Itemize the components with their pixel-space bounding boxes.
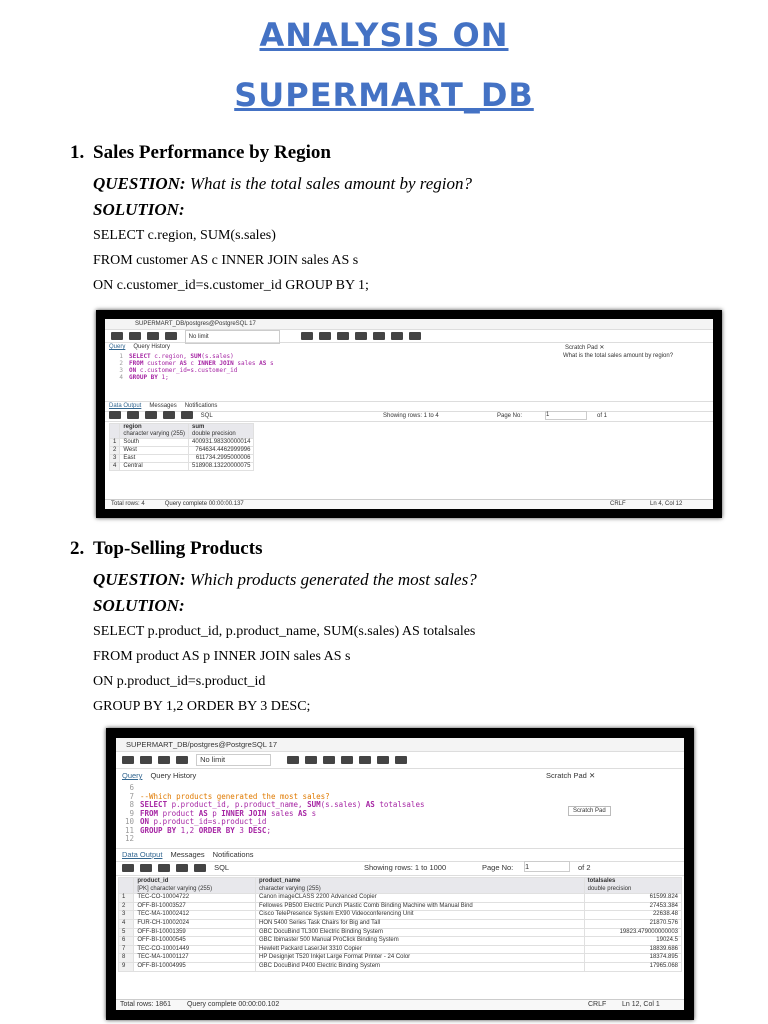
question-line: QUESTION: What is the total sales amount by region?	[93, 174, 473, 193]
code-token: SELECT	[140, 800, 172, 809]
table-row[interactable]	[119, 962, 682, 971]
commit-icon[interactable]	[355, 332, 367, 340]
table-row[interactable]	[110, 455, 254, 463]
column-header[interactable]: region character varying (255)	[120, 424, 189, 439]
sql-button[interactable]: SQL	[200, 413, 213, 419]
screenshot-2	[106, 728, 694, 1020]
editor-line	[109, 360, 549, 367]
sql-line: ON c.customer_id=s.customer_id GROUP BY 1;	[93, 278, 369, 293]
page-count: of 2	[578, 863, 591, 872]
page-no-input[interactable]: 1	[524, 861, 570, 872]
add-row-icon[interactable]	[122, 864, 134, 872]
column-header[interactable]: product_name character varying (255)	[256, 878, 585, 894]
line-number: 4	[119, 374, 123, 381]
code-token: (s.sales)	[320, 800, 366, 809]
table-row[interactable]	[110, 463, 254, 471]
table-cell[interactable]: OFF-BI-10001359	[134, 928, 256, 937]
code-token: (s.sales)	[201, 353, 234, 360]
table-row[interactable]	[110, 447, 254, 455]
open-file-icon[interactable]	[122, 756, 134, 764]
section-heading: 2. Top-Selling Products	[70, 538, 263, 559]
solution-label: SOLUTION:	[93, 596, 185, 615]
table-cell[interactable]: Canon imageCLASS 2200 Advanced Copier	[256, 894, 585, 903]
code-token: product	[162, 808, 199, 818]
code-token: 1;	[161, 374, 169, 381]
tab-query-history[interactable]: Query History	[150, 771, 197, 780]
line-number: 6	[129, 783, 134, 792]
limit-select[interactable]: No limit	[196, 754, 271, 766]
save-icon[interactable]	[140, 756, 152, 764]
row-number: 3	[119, 911, 134, 920]
sql-line: ON p.product_id=s.product_id	[93, 674, 266, 689]
table-cell[interactable]: TEC-MA-10002412	[134, 911, 256, 920]
code-token: c.region,	[154, 353, 191, 360]
code-token: GROUP BY	[129, 374, 162, 381]
page-no-input[interactable]: 1	[545, 411, 587, 420]
table-cell[interactable]: 19823.479000000003	[584, 928, 681, 937]
row-number-header	[110, 424, 120, 439]
code-token: sales	[237, 360, 260, 367]
row-number: 9	[119, 962, 134, 971]
tab-messages[interactable]: Messages	[149, 403, 177, 409]
table-cell[interactable]: GBC DocuBind P400 Electric Binding System	[256, 962, 585, 971]
table-cell[interactable]: 61599.824	[584, 894, 681, 903]
scratch-pad-tab[interactable]: Scratch Pad ✕	[565, 345, 605, 351]
download-icon[interactable]	[163, 411, 175, 419]
results-grid	[109, 423, 254, 471]
connection-bar[interactable]: SUPERMART_DB/postgres@PostgreSQL 17	[105, 319, 713, 330]
editor-line	[109, 353, 549, 360]
section-heading: 1. Sales Performance by Region	[70, 142, 331, 163]
stop-icon[interactable]	[287, 756, 299, 764]
row-number: 3	[110, 455, 120, 463]
table-cell[interactable]: OFF-BI-10003527	[134, 902, 256, 911]
graph-icon[interactable]	[194, 864, 206, 872]
table-row[interactable]	[119, 919, 682, 928]
code-token: s	[311, 808, 317, 818]
column-header[interactable]: totalsales double precision	[584, 878, 681, 894]
macros-icon[interactable]	[377, 756, 389, 764]
table-cell[interactable]: TEC-CO-10004722	[134, 894, 256, 903]
save-icon[interactable]	[129, 332, 141, 340]
table-cell[interactable]: Cisco TelePresence System EX90 Videoconferencing Unit	[256, 911, 585, 920]
table-cell[interactable]: 27453.384	[584, 902, 681, 911]
table-cell[interactable]: 518908.13220000075	[189, 463, 254, 471]
edit-icon[interactable]	[147, 332, 159, 340]
scratch-pad-text: What is the total sales amount by region?	[563, 353, 674, 359]
code-token: sales	[270, 808, 299, 818]
sql-line: SELECT c.region, SUM(s.sales)	[93, 228, 276, 243]
table-cell[interactable]: East	[120, 455, 189, 463]
editor-line	[109, 367, 549, 374]
table-cell[interactable]: HON 5400 Series Task Chairs for Big and Tall	[256, 919, 585, 928]
tab-query[interactable]: Query	[122, 771, 143, 780]
line-number: 3	[119, 367, 123, 374]
page-count: of 1	[597, 413, 608, 419]
scratch-pad-tab[interactable]: Scratch Pad ✕	[546, 771, 596, 780]
macros-icon[interactable]	[391, 332, 403, 340]
download-icon[interactable]	[176, 864, 188, 872]
line-number: 9	[129, 808, 134, 818]
sql-line: SELECT p.product_id, p.product_name, SUM(s.sales) AS totalsales	[93, 624, 476, 639]
line-number: 8	[129, 800, 134, 809]
row-number: 2	[110, 447, 120, 455]
table-row[interactable]	[119, 937, 682, 946]
code-token: ;	[266, 825, 271, 835]
line-number: 2	[119, 360, 123, 367]
filter-icon[interactable]	[176, 756, 188, 764]
section-2	[70, 538, 750, 715]
table-cell[interactable]: TEC-MA-10001127	[134, 954, 256, 963]
play-icon[interactable]	[319, 332, 331, 340]
pgadmin-window	[105, 319, 713, 509]
open-file-icon[interactable]	[111, 332, 123, 340]
commit-icon[interactable]	[341, 756, 353, 764]
results-grid	[118, 877, 682, 972]
code-token: AS	[259, 360, 270, 367]
status-bar: Total rows: 4 Query complete 00:00:00.137 CRLF Ln 4, Col 12	[105, 499, 713, 509]
line-number: 11	[124, 825, 134, 835]
table-cell[interactable]: OFF-BI-10004995	[134, 962, 256, 971]
sql-editor[interactable]	[109, 353, 549, 381]
tab-data-output[interactable]: Data Output	[122, 850, 163, 859]
screenshot-1	[96, 310, 722, 518]
scratch-pad-box[interactable]: Scratch Pad	[568, 806, 611, 816]
tab-query-history[interactable]: Query History	[133, 344, 171, 350]
rollback-icon[interactable]	[359, 756, 371, 764]
code-token: AS	[198, 808, 213, 818]
code-token: totalsales	[379, 800, 425, 809]
table-cell[interactable]: OFF-BI-10000545	[134, 937, 256, 946]
status-bar: Total rows: 1861 Query complete 00:00:00.102 CRLF Ln 12, Col 1	[116, 999, 684, 1010]
code-token: FROM	[129, 360, 148, 367]
filter-icon[interactable]	[165, 332, 177, 340]
play-icon[interactable]	[305, 756, 317, 764]
editor-line	[109, 374, 549, 381]
tab-query[interactable]: Query	[109, 344, 126, 350]
row-number: 1	[119, 894, 134, 903]
table-cell[interactable]: 21870.576	[584, 919, 681, 928]
rollback-icon[interactable]	[373, 332, 385, 340]
line-number: 1	[119, 353, 123, 360]
row-number: 4	[119, 919, 134, 928]
table-cell[interactable]: South	[120, 439, 189, 447]
table-cell[interactable]: Hewlett Packard LaserJet 3310 Copier	[256, 945, 585, 954]
code-token: c.customer_id=s.customer_id	[139, 367, 238, 374]
table-cell[interactable]: West	[120, 447, 189, 455]
table-row[interactable]	[119, 928, 682, 937]
code-token: p	[212, 808, 222, 818]
row-number: 1	[110, 439, 120, 447]
toolbar	[105, 330, 713, 343]
output-toolbar	[105, 411, 713, 422]
code-token: SUM	[307, 800, 321, 809]
grid-header-row	[119, 878, 682, 894]
code-token: p.product_id=s.product_id	[153, 817, 267, 826]
row-number: 8	[119, 954, 134, 963]
table-cell[interactable]: 19024.5	[584, 937, 681, 946]
sql-editor[interactable]	[120, 784, 540, 844]
line-number: 7	[129, 791, 134, 801]
copy-icon[interactable]	[140, 864, 152, 872]
table-row[interactable]	[119, 894, 682, 903]
code-token: 3	[239, 825, 249, 835]
line-number: 10	[124, 817, 134, 826]
table-cell[interactable]: 764634.4462999996	[189, 447, 254, 455]
code-token: FROM	[140, 808, 163, 818]
explain-icon[interactable]	[337, 332, 349, 340]
query-tabs	[122, 771, 204, 780]
code-token: 1,2	[180, 825, 199, 835]
code-token: INNER JOIN	[197, 360, 238, 367]
table-cell[interactable]: 18839.686	[584, 945, 681, 954]
output-tabs	[116, 848, 684, 862]
table-cell[interactable]: HP Designjet T520 Inkjet Large Format Printer - 24 Color	[256, 954, 585, 963]
table-cell[interactable]: 22638.48	[584, 911, 681, 920]
graph-icon[interactable]	[181, 411, 193, 419]
pgadmin-window	[116, 738, 684, 1010]
table-cell[interactable]: FUR-CH-10002024	[134, 919, 256, 928]
column-header[interactable]: product_id [PK] character varying (255)	[134, 878, 256, 894]
code-token: AS	[298, 808, 312, 818]
table-cell[interactable]: 18374.895	[584, 954, 681, 963]
row-number: 7	[119, 945, 134, 954]
tab-messages[interactable]: Messages	[170, 850, 205, 859]
table-row[interactable]	[119, 945, 682, 954]
showing-rows: Showing rows: 1 to 4	[383, 413, 439, 419]
row-number: 4	[110, 463, 120, 471]
table-cell[interactable]: GBC Ibimaster 500 Manual ProClick Binding System	[256, 937, 585, 946]
explain-icon[interactable]	[323, 756, 335, 764]
toolbar	[116, 752, 684, 769]
sql-button[interactable]: SQL	[214, 863, 230, 872]
tab-notifications[interactable]: Notifications	[212, 850, 254, 859]
line-number: 12	[124, 834, 134, 843]
code-token: INNER JOIN	[221, 808, 271, 818]
code-token: --Which products generated the most sales?	[140, 791, 330, 801]
table-cell[interactable]: Fellowes PB500 Electric Punch Plastic Comb Binding Machine with Manual Bind	[256, 902, 585, 911]
limit-select[interactable]: No limit	[185, 330, 280, 344]
tab-data-output[interactable]: Data Output	[109, 403, 142, 409]
sql-line: GROUP BY 1,2 ORDER BY 3 DESC;	[93, 699, 311, 714]
output-toolbar	[116, 861, 684, 876]
page-no-label: Page No:	[482, 863, 514, 872]
code-token: DESC	[248, 825, 267, 835]
table-cell[interactable]: 611734.2995000006	[189, 455, 254, 463]
add-row-icon[interactable]	[109, 411, 121, 419]
code-token: GROUP BY	[140, 825, 181, 835]
code-token: s	[269, 360, 274, 367]
table-row[interactable]	[110, 439, 254, 447]
connection-bar[interactable]: SUPERMART_DB/postgres@PostgreSQL 17	[116, 738, 684, 752]
code-token: ORDER BY	[198, 825, 240, 835]
row-number: 5	[119, 928, 134, 937]
section-1	[70, 142, 750, 294]
code-token: ON	[129, 367, 140, 374]
code-token: ON	[140, 817, 154, 826]
stop-icon[interactable]	[301, 332, 313, 340]
code-token: SELECT	[129, 353, 155, 360]
help-icon[interactable]	[409, 332, 421, 340]
code-token: AS	[179, 360, 191, 367]
row-number: 2	[119, 902, 134, 911]
page-title-line2: SUPERMART_DB	[234, 76, 534, 114]
table-row[interactable]	[119, 911, 682, 920]
table-cell[interactable]: 400931.98330000014	[189, 439, 254, 447]
column-header[interactable]: sum double precision	[189, 424, 254, 439]
question-line: QUESTION: Which products generated the most sales?	[93, 570, 477, 589]
table-row[interactable]	[119, 902, 682, 911]
page-no-label: Page No:	[497, 413, 523, 419]
help-icon[interactable]	[395, 756, 407, 764]
sql-line: FROM customer AS c INNER JOIN sales AS s	[93, 253, 359, 268]
table-cell[interactable]: TEC-CO-10001449	[134, 945, 256, 954]
row-number-header	[119, 878, 134, 894]
row-number: 6	[119, 937, 134, 946]
query-tabs	[109, 344, 178, 350]
table-cell[interactable]: Central	[120, 463, 189, 471]
sql-line: FROM product AS p INNER JOIN sales AS s	[93, 649, 351, 664]
delete-icon[interactable]	[158, 864, 170, 872]
page-title-line1: ANALYSIS ON	[259, 16, 509, 54]
table-cell[interactable]: GBC DocuBind TL300 Electric Binding System	[256, 928, 585, 937]
editor-line	[120, 827, 540, 836]
edit-icon[interactable]	[158, 756, 170, 764]
code-token: customer	[147, 360, 180, 367]
editor-line	[120, 835, 540, 844]
grid-header-row	[110, 424, 254, 439]
solution-label: SOLUTION:	[93, 200, 185, 219]
code-token: p.product_id, p.product_name,	[171, 800, 308, 809]
code-token: c	[190, 360, 198, 367]
tab-notifications[interactable]: Notifications	[184, 403, 218, 409]
showing-rows: Showing rows: 1 to 1000	[364, 863, 447, 872]
code-token: SUM	[190, 353, 202, 360]
copy-icon[interactable]	[127, 411, 139, 419]
table-cell[interactable]: 17965.068	[584, 962, 681, 971]
code-token: AS	[365, 800, 380, 809]
table-row[interactable]	[119, 954, 682, 963]
delete-icon[interactable]	[145, 411, 157, 419]
